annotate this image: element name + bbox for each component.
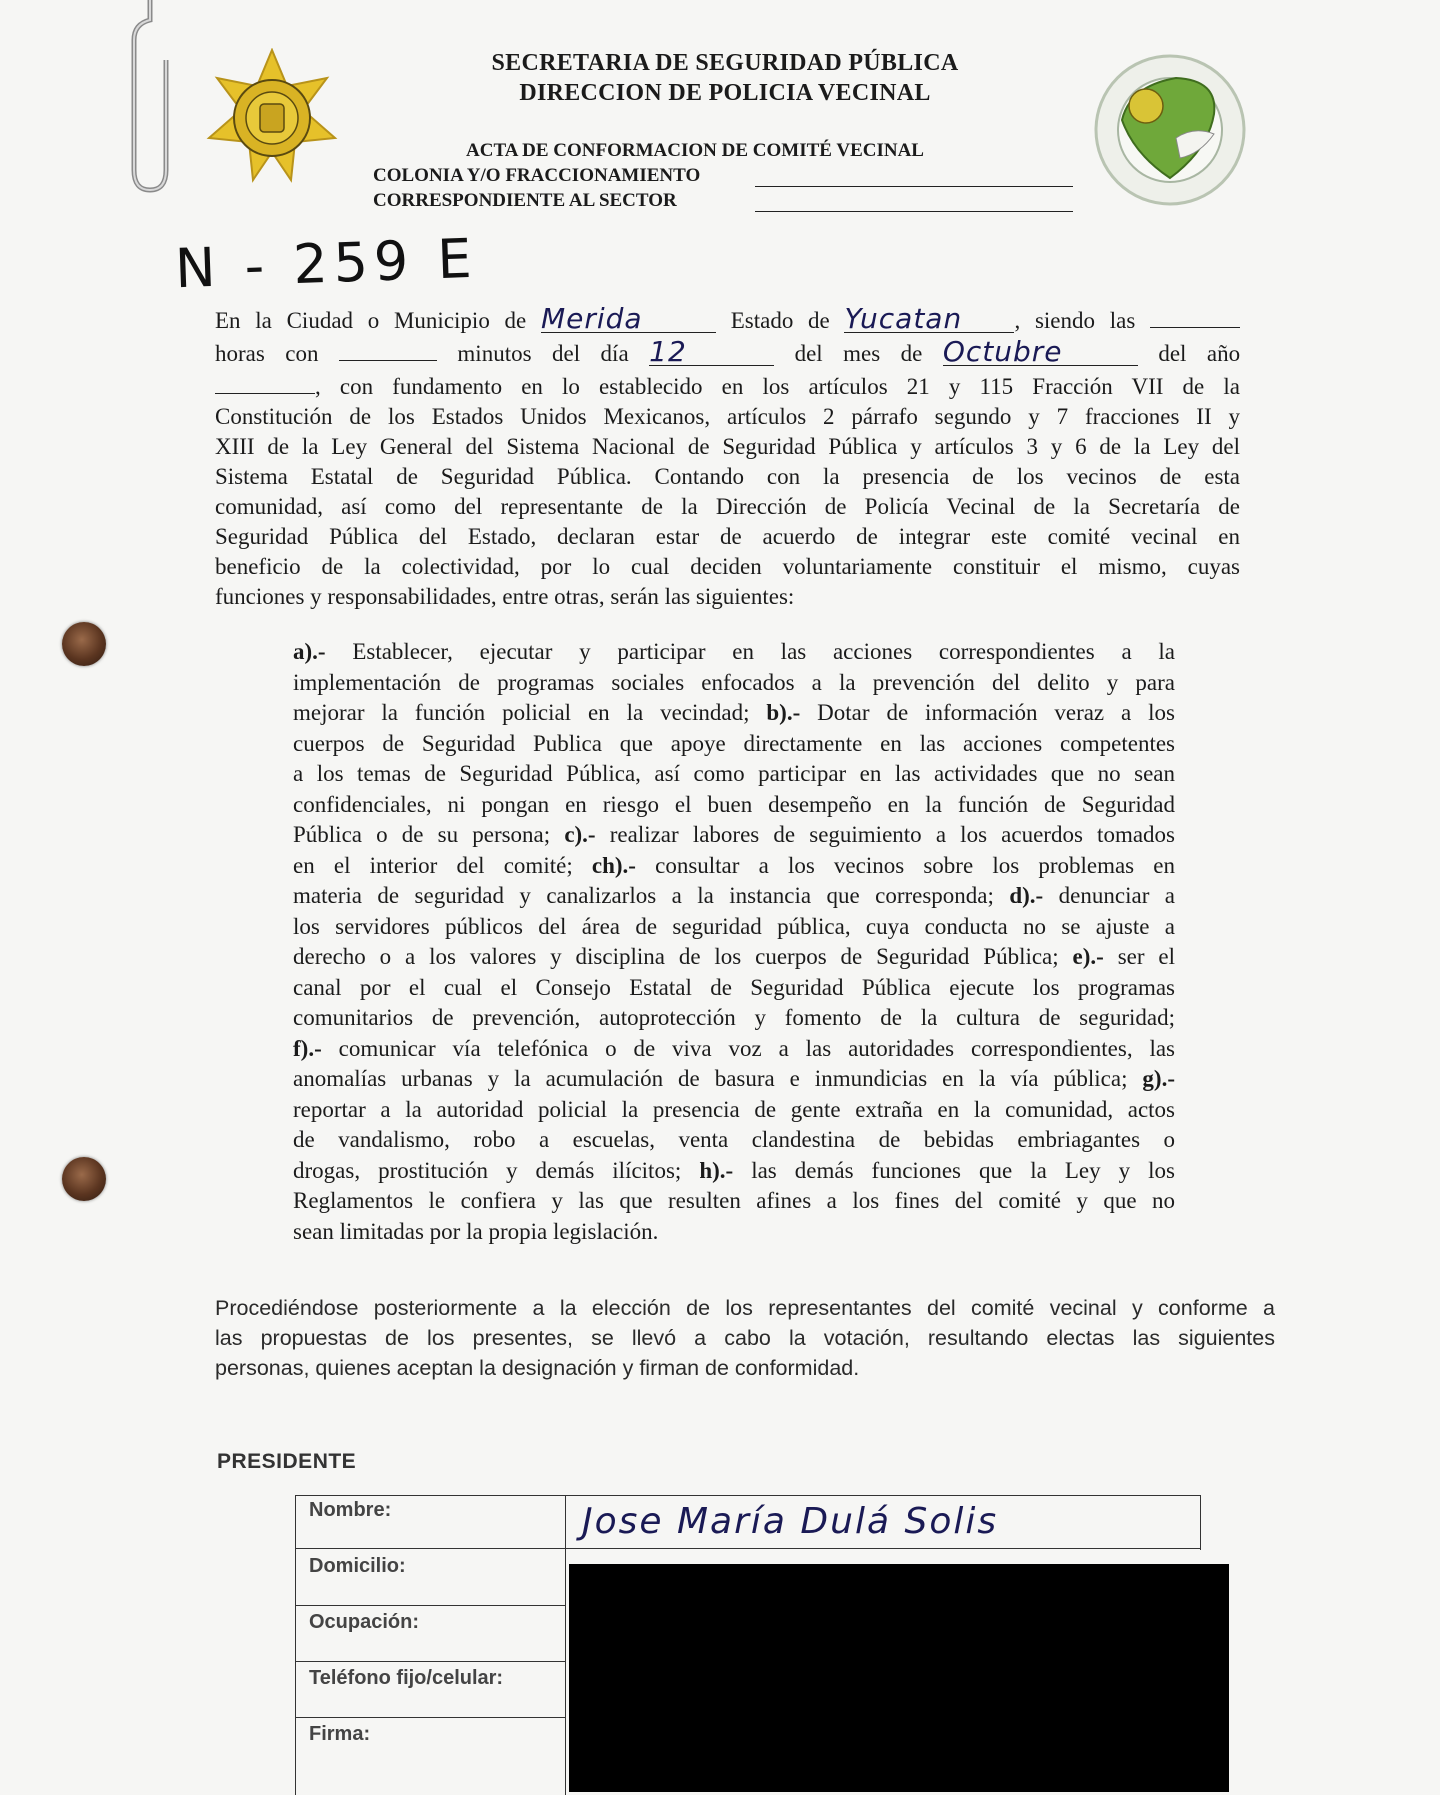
intro-text: , con fundamento en lo establecido en los artículos 21 y 115 Fracción VII de la [315,374,1240,399]
intro-line-8: Seguridad Pública del Estado, declaran estar de acuerdo de integrar este comité vecinal en [215,524,1240,549]
duty-text: implementación de programas sociales enfocados a la prevención del delito y para [293,669,1175,695]
intro-text: En la Ciudad o Municipio de [215,308,527,333]
duty-text: realizar labores de seguimiento a los acuerdos tomados [595,822,1175,847]
duty-item-letter: d).- [1009,883,1044,908]
duty-text: comunicar vía telefónica o de viva voz a las autoridades correspondientes, las [321,1035,1175,1061]
colonia-field-line[interactable] [755,186,1073,187]
intro-text: , siendo las [1014,308,1136,333]
duty-line [293,820,1175,851]
intro-line-1 [215,303,1240,336]
duty-item-letter: f).- [293,1035,322,1061]
table-border [1200,1495,1201,1550]
duties-paragraph [293,637,1175,1247]
duty-text: derecho o a los valores y disciplina de los cuerpos de Seguridad Pública; [293,944,1073,969]
duty-text: confidenciales, ni pongan en riesgo el buen desempeño en la función de Seguridad [293,791,1175,817]
duty-text: comunitarios de prevención, autoprotección y fomento de la cultura de seguridad; [293,1005,1175,1030]
duty-text: sean limitadas por la propia legislación. [293,1218,659,1244]
table-row [295,1661,565,1662]
telefono-label: Teléfono fijo/celular: [309,1667,504,1689]
intro-line-10: funciones y responsabilidades, entre otras, serán las siguientes: [215,584,795,609]
intro-text: Estado de [730,308,830,333]
closing-line: las propuestas de los presentes, se llevó a cabo la votación, resultando electas las siguientes [215,1326,1275,1350]
duty-text: las demás funciones que la Ley y los [733,1157,1175,1183]
binder-clip-icon [128,0,172,196]
duty-text: Pública o de su persona; [293,822,565,847]
intro-line-2 [215,336,1240,369]
duty-line [293,942,1175,973]
duty-line [293,1034,1175,1065]
duty-text: en el interior del comité; [293,852,592,878]
table-row [295,1717,565,1718]
table-border [565,1495,566,1795]
duty-line [293,1156,1175,1187]
police-badge-seal-icon [205,48,340,183]
punch-hole [62,622,106,666]
duty-text: Dotar de información veraz a los [800,700,1175,725]
intro-line-4: Constitución de los Estados Unidos Mexicanos, artículos 2 párrafo segundo y 7 fracciones II y [215,404,1240,429]
duty-text: Establecer, ejecutar y participar en las acciones correspondientes a la [325,639,1175,664]
colonia-label: COLONIA Y/O FRACCIONAMIENTO [373,165,701,186]
presidente-nombre-value[interactable]: Jose María Dulá Solis [582,1501,999,1542]
duty-item-letter: a).- [293,639,326,664]
intro-line-7: comunidad, así como del representante de la Dirección de Policía Vecinal de la Secretaría de [215,494,1240,519]
intro-text: minutos del día [457,341,629,366]
duty-line [293,1064,1175,1095]
sector-label: CORRESPONDIENTE AL SECTOR [373,190,677,211]
duty-text: a los temas de Seguridad Pública, así como participar en las actividades que no sean [293,761,1175,786]
duty-line [293,1095,1175,1126]
duty-text: materia de seguridad y canalizarlos a la instancia que corresponda; [293,883,1010,908]
duty-text: canal por el cual el Consejo Estatal de Seguridad Pública ejecute los programas [293,974,1175,1000]
intro-text: horas con [215,341,319,366]
duty-text: Reglamentos le confiera y las que resulten afines a los fines del comité y que no [293,1188,1175,1213]
intro-line-3 [215,369,1240,402]
consejo-estatal-seal-icon [1090,50,1250,210]
table-row [295,1605,565,1606]
minutos-field[interactable] [339,336,437,361]
dia-field[interactable]: 12 [649,341,774,366]
presidente-section-label: PRESIDENTE [217,1450,357,1473]
sector-field-line[interactable] [755,211,1073,212]
duty-line [293,668,1175,699]
closing-line: personas, quienes aceptan la designación y firman de conformidad. [215,1356,860,1380]
duty-line [293,1125,1175,1156]
act-title: ACTA DE CONFORMACION DE COMITÉ VECINAL [466,140,924,161]
intro-text: del año [1158,341,1241,366]
table-row [295,1548,1200,1549]
estado-field[interactable]: Yucatan [844,308,1014,333]
duty-text: ser el [1103,944,1175,969]
mes-field[interactable]: Octubre [943,341,1138,366]
duty-line [293,912,1175,943]
duty-line [293,637,1175,668]
duty-text: de vandalismo, robo a escuelas, venta clandestina de bebidas embriagantes o [293,1127,1175,1152]
duty-line [293,759,1175,790]
duty-text: los servidores públicos del área de seguridad pública, cuya conducta no se ajuste a [293,913,1175,939]
municipio-field[interactable]: Merida [541,308,716,333]
hora-field[interactable] [1150,303,1240,328]
table-row [295,1495,1200,1496]
duty-text: consultar a los vecinos sobre los problemas en [635,852,1175,878]
intro-paragraph [215,303,1240,612]
closing-line: Procediéndose posteriormente a la elección de los representantes del comité vecinal y conforme a [215,1296,1275,1320]
duty-line [293,698,1175,729]
duty-item-letter: ch).- [591,852,636,878]
duty-line [293,973,1175,1004]
duty-text: mejorar la función policial en la vecindad; [293,700,767,725]
duty-line [293,1186,1175,1217]
duty-item-letter: e).- [1072,944,1104,969]
closing-paragraph [215,1293,1275,1383]
duty-line [293,790,1175,821]
handwritten-folio: N - 259 E [173,226,479,301]
ocupacion-label: Ocupación: [309,1611,420,1633]
duty-line [293,881,1175,912]
intro-line-6: Sistema Estatal de Seguridad Pública. Contando con la presencia de los vecinos de esta [215,464,1240,489]
intro-line-9: beneficio de la colectividad, por lo cual deciden voluntariamente constituir el mismo, cuyas [215,554,1240,579]
redacted-block [569,1564,1229,1792]
intro-line-5: XIII de la Ley General del Sistema Nacional de Seguridad Pública y artículos 3 y 6 de la Ley del [215,434,1240,459]
duty-item-letter: h).- [699,1157,734,1183]
duty-text: cuerpos de Seguridad Publica que apoye directamente en las acciones competentes [293,730,1175,756]
header-direccion: DIRECCION DE POLICIA VECINAL [519,80,931,106]
duty-item-letter: b).- [766,700,801,725]
nombre-label: Nombre: [309,1499,392,1521]
duty-line [293,851,1175,882]
punch-hole [62,1157,106,1201]
duty-line [293,1003,1175,1034]
duty-line [293,1217,1175,1248]
duty-item-letter: c).- [564,822,596,847]
firma-label: Firma: [309,1723,371,1745]
duty-text: reportar a la autoridad policial la presencia de gente extraña en la comunidad, actos [293,1096,1175,1122]
duty-text: denunciar a [1043,883,1175,908]
header-secretaria: SECRETARIA DE SEGURIDAD PÚBLICA [491,50,959,76]
duty-text: anomalías urbanas y la acumulación de basura e inmundicias en la vía pública; [293,1066,1143,1091]
domicilio-label: Domicilio: [309,1555,406,1577]
duty-item-letter: g).- [1142,1066,1175,1091]
duty-text: drogas, prostitución y demás ilícitos; [293,1157,700,1183]
table-border [295,1495,296,1795]
anio-field[interactable] [215,369,315,394]
intro-text: del mes de [794,341,923,366]
duty-line [293,729,1175,760]
